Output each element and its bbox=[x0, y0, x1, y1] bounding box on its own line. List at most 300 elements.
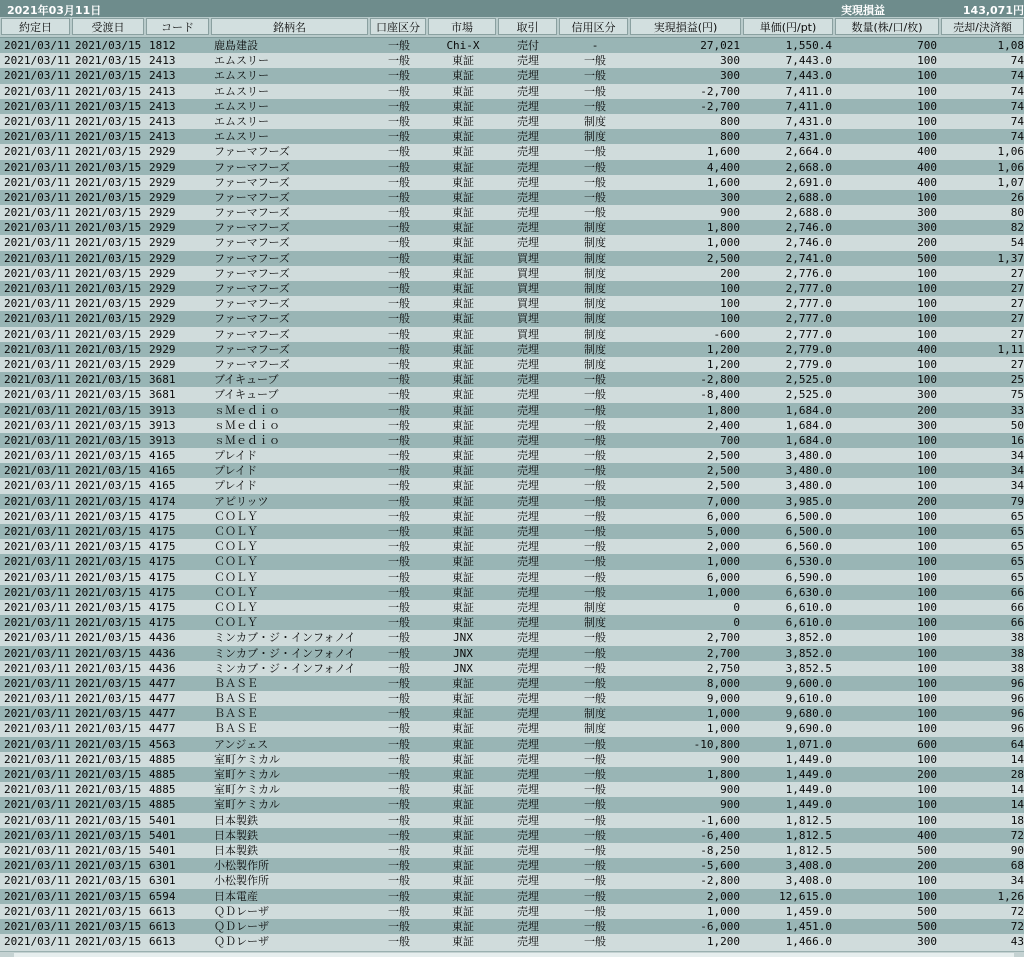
table-row[interactable] bbox=[0, 175, 1024, 190]
table-row[interactable] bbox=[0, 919, 1024, 934]
cell-code: 2413 bbox=[149, 84, 176, 98]
table-row[interactable] bbox=[0, 737, 1024, 752]
cell-trade-date: 2021/03/11 bbox=[4, 874, 71, 888]
col-header-settlement-amount[interactable]: 売却/決済額 bbox=[941, 18, 1024, 35]
table-row[interactable] bbox=[0, 205, 1024, 220]
cell-margin-type: 一般 bbox=[584, 525, 606, 538]
cell-trade-type: 売埋 bbox=[517, 768, 539, 781]
cell-realized-pl: 1,000 bbox=[706, 904, 740, 918]
col-header-account[interactable]: 口座区分 bbox=[370, 18, 426, 35]
cell-realized-pl: 800 bbox=[720, 114, 740, 128]
cell-name: アンジェス bbox=[214, 737, 269, 751]
table-row[interactable] bbox=[0, 934, 1024, 949]
cell-margin-type: 一般 bbox=[584, 373, 606, 387]
cell-settle-date: 2021/03/15 bbox=[75, 828, 142, 842]
cell-unit-price: 1,812.5 bbox=[785, 813, 832, 827]
cell-settlement-amount: 33 bbox=[1010, 403, 1024, 417]
cell-market: 東証 bbox=[452, 904, 474, 918]
table-row[interactable] bbox=[0, 494, 1024, 509]
cell-settle-date: 2021/03/15 bbox=[75, 616, 142, 630]
col-header-margin-type[interactable]: 信用区分 bbox=[559, 18, 628, 35]
table-row[interactable] bbox=[0, 311, 1024, 326]
table-row[interactable] bbox=[0, 904, 1024, 919]
cell-settlement-amount: 96 bbox=[1010, 676, 1024, 690]
cell-trade-type: 売埋 bbox=[517, 919, 539, 933]
cell-realized-pl: 2,000 bbox=[706, 889, 740, 903]
table-row[interactable] bbox=[0, 68, 1024, 83]
cell-settlement-amount: 38 bbox=[1010, 661, 1024, 675]
cell-settlement-amount: 65 bbox=[1010, 555, 1024, 569]
cell-code: 4885 bbox=[149, 783, 176, 797]
cell-account: 一般 bbox=[388, 282, 410, 295]
cell-name: ファーマフーズ bbox=[214, 175, 290, 189]
cell-margin-type: 一般 bbox=[584, 631, 606, 645]
cell-market: 東証 bbox=[452, 114, 474, 128]
cell-settlement-amount: 26 bbox=[1010, 190, 1024, 204]
cell-quantity: 100 bbox=[917, 525, 937, 538]
scrollbar-thumb[interactable] bbox=[14, 953, 1014, 957]
cell-quantity: 100 bbox=[917, 327, 937, 341]
cell-name: ＣＯＬＹ bbox=[214, 509, 258, 523]
table-row[interactable] bbox=[0, 372, 1024, 387]
cell-code: 2413 bbox=[149, 54, 176, 68]
table-row[interactable] bbox=[0, 99, 1024, 114]
table-row[interactable] bbox=[0, 706, 1024, 721]
cell-code: 4175 bbox=[149, 585, 176, 599]
cell-market: 東証 bbox=[452, 935, 474, 949]
cell-account: 一般 bbox=[388, 297, 410, 311]
cell-account: 一般 bbox=[388, 388, 410, 402]
cell-trade-type: 買埋 bbox=[517, 297, 539, 311]
table-row[interactable] bbox=[0, 357, 1024, 372]
cell-settlement-amount: 38 bbox=[1010, 646, 1024, 660]
cell-trade-type: 売埋 bbox=[517, 676, 539, 690]
cell-trade-type: 買埋 bbox=[517, 251, 539, 265]
cell-settlement-amount: 1,06 bbox=[997, 160, 1024, 174]
cell-name: ファーマフーズ bbox=[214, 282, 290, 295]
cell-market: 東証 bbox=[452, 570, 474, 584]
cell-realized-pl: 0 bbox=[733, 600, 740, 614]
cell-quantity: 700 bbox=[917, 39, 937, 52]
cell-settle-date: 2021/03/15 bbox=[75, 919, 142, 933]
cell-settlement-amount: 14 bbox=[1010, 783, 1024, 797]
table-row[interactable] bbox=[0, 813, 1024, 828]
cell-settlement-amount: 43 bbox=[1010, 935, 1024, 949]
cell-account: 一般 bbox=[388, 160, 410, 174]
cell-trade-type: 売埋 bbox=[517, 69, 539, 83]
table-row[interactable] bbox=[0, 251, 1024, 266]
cell-realized-pl: -2,700 bbox=[700, 99, 740, 113]
cell-realized-pl: 6,000 bbox=[706, 570, 740, 584]
cell-realized-pl: 1,800 bbox=[706, 221, 740, 235]
cell-trade-type: 売埋 bbox=[517, 722, 539, 736]
cell-settlement-amount: 16 bbox=[1010, 433, 1024, 447]
cell-quantity: 100 bbox=[917, 676, 937, 690]
cell-settle-date: 2021/03/15 bbox=[75, 509, 142, 523]
cell-margin-type: 一般 bbox=[584, 403, 606, 417]
cell-market: 東証 bbox=[452, 251, 474, 265]
cell-name: ファーマフーズ bbox=[214, 342, 290, 356]
cell-settle-date: 2021/03/15 bbox=[75, 555, 142, 569]
cell-trade-type: 売埋 bbox=[517, 935, 539, 949]
cell-quantity: 100 bbox=[917, 464, 937, 478]
cell-unit-price: 3,985.0 bbox=[785, 494, 832, 508]
cell-settle-date: 2021/03/15 bbox=[75, 540, 142, 554]
table-row[interactable] bbox=[0, 266, 1024, 281]
cell-settlement-amount: 65 bbox=[1010, 509, 1024, 523]
cell-unit-price: 2,777.0 bbox=[785, 327, 832, 341]
table-row[interactable] bbox=[0, 144, 1024, 159]
cell-account: 一般 bbox=[388, 768, 410, 781]
cell-unit-price: 1,449.0 bbox=[785, 752, 832, 766]
cell-settle-date: 2021/03/15 bbox=[75, 600, 142, 614]
cell-settlement-amount: 65 bbox=[1010, 540, 1024, 554]
cell-account: 一般 bbox=[388, 707, 410, 721]
cell-trade-type: 売埋 bbox=[517, 813, 539, 827]
cell-name: ブイキューブ bbox=[214, 388, 279, 402]
cell-trade-date: 2021/03/11 bbox=[4, 206, 71, 220]
cell-quantity: 100 bbox=[917, 54, 937, 68]
cell-realized-pl: -6,400 bbox=[700, 828, 740, 842]
cell-code: 2929 bbox=[149, 327, 176, 341]
cell-name: ＱＤレーザ bbox=[214, 919, 269, 933]
cell-market: 東証 bbox=[452, 388, 474, 402]
cell-quantity: 100 bbox=[917, 692, 937, 706]
cell-account: 一般 bbox=[388, 828, 410, 842]
cell-account: 一般 bbox=[388, 99, 410, 113]
cell-market: 東証 bbox=[452, 69, 474, 83]
table-row[interactable] bbox=[0, 38, 1024, 53]
cell-trade-date: 2021/03/11 bbox=[4, 555, 71, 569]
cell-margin-type: 一般 bbox=[584, 843, 606, 857]
cell-settlement-amount: 1,06 bbox=[997, 145, 1024, 159]
col-header-settle-date[interactable]: 受渡日 bbox=[72, 18, 144, 35]
cell-settle-date: 2021/03/15 bbox=[75, 479, 142, 493]
col-header-unit-price[interactable]: 単価(円/pt) bbox=[743, 18, 833, 35]
cell-settlement-amount: 72 bbox=[1010, 904, 1024, 918]
cell-market: 東証 bbox=[452, 494, 474, 508]
table-row[interactable] bbox=[0, 327, 1024, 342]
cell-trade-date: 2021/03/11 bbox=[4, 373, 71, 387]
table-row[interactable] bbox=[0, 129, 1024, 144]
cell-trade-type: 売埋 bbox=[517, 555, 539, 569]
table-row[interactable] bbox=[0, 873, 1024, 888]
cell-unit-price: 7,443.0 bbox=[785, 69, 832, 83]
cell-trade-type: 売埋 bbox=[517, 206, 539, 220]
cell-margin-type: 制度 bbox=[584, 616, 606, 630]
cell-account: 一般 bbox=[388, 357, 410, 371]
realized-pl-value: 143,071円 bbox=[962, 4, 1024, 17]
cell-margin-type: 制度 bbox=[584, 342, 606, 356]
table-row[interactable] bbox=[0, 828, 1024, 843]
cell-settlement-amount: 74 bbox=[1010, 114, 1024, 128]
table-row[interactable] bbox=[0, 387, 1024, 402]
cell-name: エムスリー bbox=[214, 54, 269, 68]
cell-market: 東証 bbox=[452, 464, 474, 478]
cell-settle-date: 2021/03/15 bbox=[75, 251, 142, 265]
cell-market: 東証 bbox=[452, 600, 474, 614]
cell-account: 一般 bbox=[388, 813, 410, 827]
table-row[interactable] bbox=[0, 691, 1024, 706]
cell-margin-type: 制度 bbox=[584, 251, 606, 265]
cell-trade-type: 売埋 bbox=[517, 160, 539, 174]
table-row[interactable] bbox=[0, 53, 1024, 68]
cell-code: 4477 bbox=[149, 692, 176, 706]
cell-quantity: 100 bbox=[917, 646, 937, 660]
cell-unit-price: 3,408.0 bbox=[785, 874, 832, 888]
cell-settlement-amount: 18 bbox=[1010, 813, 1024, 827]
horizontal-scrollbar[interactable] bbox=[0, 951, 1024, 957]
table-row[interactable] bbox=[0, 585, 1024, 600]
cell-name: ファーマフーズ bbox=[214, 160, 290, 174]
cell-code: 3913 bbox=[149, 433, 176, 447]
col-header-name[interactable]: 銘柄名 bbox=[211, 18, 368, 35]
cell-quantity: 100 bbox=[917, 373, 937, 387]
cell-unit-price: 2,777.0 bbox=[785, 282, 832, 295]
cell-quantity: 100 bbox=[917, 752, 937, 766]
cell-name: 日本製鉄 bbox=[214, 828, 258, 842]
cell-margin-type: 制度 bbox=[584, 282, 606, 295]
cell-account: 一般 bbox=[388, 646, 410, 660]
cell-settlement-amount: 65 bbox=[1010, 525, 1024, 538]
cell-realized-pl: 100 bbox=[720, 312, 740, 326]
table-row[interactable] bbox=[0, 797, 1024, 812]
table-row[interactable] bbox=[0, 403, 1024, 418]
cell-realized-pl: 1,000 bbox=[706, 585, 740, 599]
table-row[interactable] bbox=[0, 554, 1024, 569]
cell-unit-price: 7,431.0 bbox=[785, 114, 832, 128]
cell-realized-pl: -1,600 bbox=[700, 813, 740, 827]
cell-name: 室町ケミカル bbox=[214, 752, 280, 766]
table-row[interactable] bbox=[0, 524, 1024, 539]
table-row[interactable] bbox=[0, 676, 1024, 691]
cell-name: ＣＯＬＹ bbox=[214, 555, 258, 569]
cell-code: 2929 bbox=[149, 221, 176, 235]
cell-settlement-amount: 34 bbox=[1010, 449, 1024, 463]
cell-name: 室町ケミカル bbox=[214, 783, 280, 797]
cell-name: 日本電産 bbox=[214, 889, 258, 903]
cell-realized-pl: 1,200 bbox=[706, 935, 740, 949]
cell-margin-type: 制度 bbox=[584, 221, 606, 235]
col-header-trade-type[interactable]: 取引 bbox=[498, 18, 557, 35]
cell-name: ＢＡＳＥ bbox=[214, 676, 258, 690]
cell-settlement-amount: 38 bbox=[1010, 631, 1024, 645]
cell-settlement-amount: 66 bbox=[1010, 616, 1024, 630]
cell-quantity: 400 bbox=[917, 342, 937, 356]
cell-quantity: 100 bbox=[917, 357, 937, 371]
cell-unit-price: 2,741.0 bbox=[785, 251, 832, 265]
cell-unit-price: 3,852.5 bbox=[785, 661, 832, 675]
cell-settle-date: 2021/03/15 bbox=[75, 707, 142, 721]
cell-code: 2929 bbox=[149, 297, 176, 311]
cell-trade-type: 売付 bbox=[517, 39, 539, 52]
table-row[interactable] bbox=[0, 114, 1024, 129]
cell-realized-pl: 1,800 bbox=[706, 768, 740, 781]
cell-market: 東証 bbox=[452, 373, 474, 387]
cell-unit-price: 2,777.0 bbox=[785, 297, 832, 311]
table-row[interactable] bbox=[0, 342, 1024, 357]
cell-trade-date: 2021/03/11 bbox=[4, 525, 71, 538]
cell-trade-type: 買埋 bbox=[517, 327, 539, 341]
cell-trade-date: 2021/03/11 bbox=[4, 190, 71, 204]
cell-margin-type: 一般 bbox=[584, 418, 606, 432]
table-row[interactable] bbox=[0, 281, 1024, 296]
cell-margin-type: 一般 bbox=[584, 692, 606, 706]
col-header-realized-pl[interactable]: 実現損益(円) bbox=[630, 18, 741, 35]
cell-account: 一般 bbox=[388, 555, 410, 569]
table-row[interactable] bbox=[0, 600, 1024, 615]
cell-realized-pl: -600 bbox=[713, 327, 740, 341]
cell-market: 東証 bbox=[452, 403, 474, 417]
cell-name: アピリッツ bbox=[214, 494, 269, 508]
table-row[interactable] bbox=[0, 661, 1024, 676]
table-row[interactable] bbox=[0, 767, 1024, 782]
cell-account: 一般 bbox=[388, 403, 410, 417]
cell-market: 東証 bbox=[452, 327, 474, 341]
cell-settlement-amount: 74 bbox=[1010, 54, 1024, 68]
table-row[interactable] bbox=[0, 539, 1024, 554]
cell-market: JNX bbox=[453, 631, 473, 645]
cell-market: 東証 bbox=[452, 312, 474, 326]
cell-margin-type: 一般 bbox=[584, 859, 606, 873]
cell-code: 2929 bbox=[149, 175, 176, 189]
col-header-quantity[interactable]: 数量(株/口/枚) bbox=[835, 18, 939, 35]
cell-margin-type: 一般 bbox=[584, 145, 606, 159]
cell-quantity: 100 bbox=[917, 631, 937, 645]
cell-trade-type: 売埋 bbox=[517, 433, 539, 447]
col-header-trade-date[interactable]: 約定日 bbox=[1, 18, 70, 35]
cell-margin-type: 一般 bbox=[584, 768, 606, 781]
cell-code: 6613 bbox=[149, 935, 176, 949]
cell-settle-date: 2021/03/15 bbox=[75, 843, 142, 857]
cell-code: 2413 bbox=[149, 130, 176, 144]
cell-realized-pl: 300 bbox=[720, 54, 740, 68]
cell-unit-price: 2,779.0 bbox=[785, 357, 832, 371]
cell-account: 一般 bbox=[388, 540, 410, 554]
cell-quantity: 100 bbox=[917, 114, 937, 128]
cell-unit-price: 2,746.0 bbox=[785, 236, 832, 250]
cell-realized-pl: 1,600 bbox=[706, 145, 740, 159]
cell-settle-date: 2021/03/15 bbox=[75, 388, 142, 402]
cell-account: 一般 bbox=[388, 69, 410, 83]
cell-account: 一般 bbox=[388, 935, 410, 949]
table-row[interactable] bbox=[0, 160, 1024, 175]
cell-name: ファーマフーズ bbox=[214, 206, 290, 220]
table-row[interactable] bbox=[0, 296, 1024, 311]
cell-trade-type: 売埋 bbox=[517, 190, 539, 204]
cell-settle-date: 2021/03/15 bbox=[75, 585, 142, 599]
cell-trade-date: 2021/03/11 bbox=[4, 768, 71, 781]
col-header-code[interactable]: コード bbox=[146, 18, 209, 35]
cell-account: 一般 bbox=[388, 859, 410, 873]
table-row[interactable] bbox=[0, 843, 1024, 858]
table-row[interactable] bbox=[0, 570, 1024, 585]
cell-settle-date: 2021/03/15 bbox=[75, 874, 142, 888]
cell-account: 一般 bbox=[388, 342, 410, 356]
cell-quantity: 200 bbox=[917, 403, 937, 417]
cell-name: ファーマフーズ bbox=[214, 145, 290, 159]
table-row[interactable] bbox=[0, 509, 1024, 524]
table-row[interactable] bbox=[0, 646, 1024, 661]
cell-market: 東証 bbox=[452, 221, 474, 235]
cell-settle-date: 2021/03/15 bbox=[75, 494, 142, 508]
cell-trade-date: 2021/03/11 bbox=[4, 509, 71, 523]
cell-realized-pl: -8,250 bbox=[700, 843, 740, 857]
cell-name: ｓＭｅｄｉｏ bbox=[214, 403, 280, 417]
table-row[interactable] bbox=[0, 889, 1024, 904]
cell-account: 一般 bbox=[388, 114, 410, 128]
cell-code: 4436 bbox=[149, 646, 176, 660]
table-row[interactable] bbox=[0, 433, 1024, 448]
cell-quantity: 100 bbox=[917, 889, 937, 903]
table-row[interactable] bbox=[0, 235, 1024, 250]
table-row[interactable] bbox=[0, 782, 1024, 797]
cell-settle-date: 2021/03/15 bbox=[75, 889, 142, 903]
table-row[interactable] bbox=[0, 84, 1024, 99]
table-row[interactable] bbox=[0, 448, 1024, 463]
cell-name: プレイド bbox=[214, 449, 258, 463]
table-row[interactable] bbox=[0, 858, 1024, 873]
cell-trade-type: 売埋 bbox=[517, 661, 539, 675]
cell-name: エムスリー bbox=[214, 99, 269, 113]
cell-code: 4165 bbox=[149, 464, 176, 478]
table-row[interactable] bbox=[0, 752, 1024, 767]
cell-realized-pl: 2,700 bbox=[706, 646, 740, 660]
cell-trade-type: 売埋 bbox=[517, 357, 539, 371]
cell-realized-pl: 200 bbox=[720, 266, 740, 280]
cell-realized-pl: 2,700 bbox=[706, 631, 740, 645]
cell-market: 東証 bbox=[452, 357, 474, 371]
cell-settle-date: 2021/03/15 bbox=[75, 813, 142, 827]
cell-quantity: 500 bbox=[917, 904, 937, 918]
table-row[interactable] bbox=[0, 478, 1024, 493]
cell-code: 2929 bbox=[149, 206, 176, 220]
cell-margin-type: 一般 bbox=[584, 190, 606, 204]
cell-settle-date: 2021/03/15 bbox=[75, 342, 142, 356]
cell-unit-price: 3,852.0 bbox=[785, 631, 832, 645]
cell-trade-date: 2021/03/11 bbox=[4, 722, 71, 736]
table-row[interactable] bbox=[0, 220, 1024, 235]
cell-quantity: 100 bbox=[917, 661, 937, 675]
trade-table-body bbox=[0, 38, 1024, 949]
table-row[interactable] bbox=[0, 721, 1024, 736]
cell-settlement-amount: 14 bbox=[1010, 752, 1024, 766]
table-row[interactable] bbox=[0, 190, 1024, 205]
cell-realized-pl: 9,000 bbox=[706, 692, 740, 706]
cell-code: 2929 bbox=[149, 160, 176, 174]
cell-trade-date: 2021/03/11 bbox=[4, 646, 71, 660]
table-row[interactable] bbox=[0, 615, 1024, 630]
cell-settlement-amount: 64 bbox=[1010, 737, 1024, 751]
cell-market: 東証 bbox=[452, 160, 474, 174]
cell-realized-pl: 1,200 bbox=[706, 357, 740, 371]
cell-settlement-amount: 1,37 bbox=[997, 251, 1024, 265]
table-row[interactable] bbox=[0, 463, 1024, 478]
cell-code: 3681 bbox=[149, 373, 176, 387]
cell-quantity: 100 bbox=[917, 449, 937, 463]
cell-trade-type: 売埋 bbox=[517, 175, 539, 189]
cell-settle-date: 2021/03/15 bbox=[75, 418, 142, 432]
cell-realized-pl: 2,400 bbox=[706, 418, 740, 432]
col-header-market[interactable]: 市場 bbox=[428, 18, 496, 35]
cell-unit-price: 3,408.0 bbox=[785, 859, 832, 873]
cell-settle-date: 2021/03/15 bbox=[75, 84, 142, 98]
table-row[interactable] bbox=[0, 630, 1024, 645]
table-row[interactable] bbox=[0, 418, 1024, 433]
cell-unit-price: 6,560.0 bbox=[785, 540, 832, 554]
cell-unit-price: 7,411.0 bbox=[785, 99, 832, 113]
cell-market: JNX bbox=[453, 646, 473, 660]
